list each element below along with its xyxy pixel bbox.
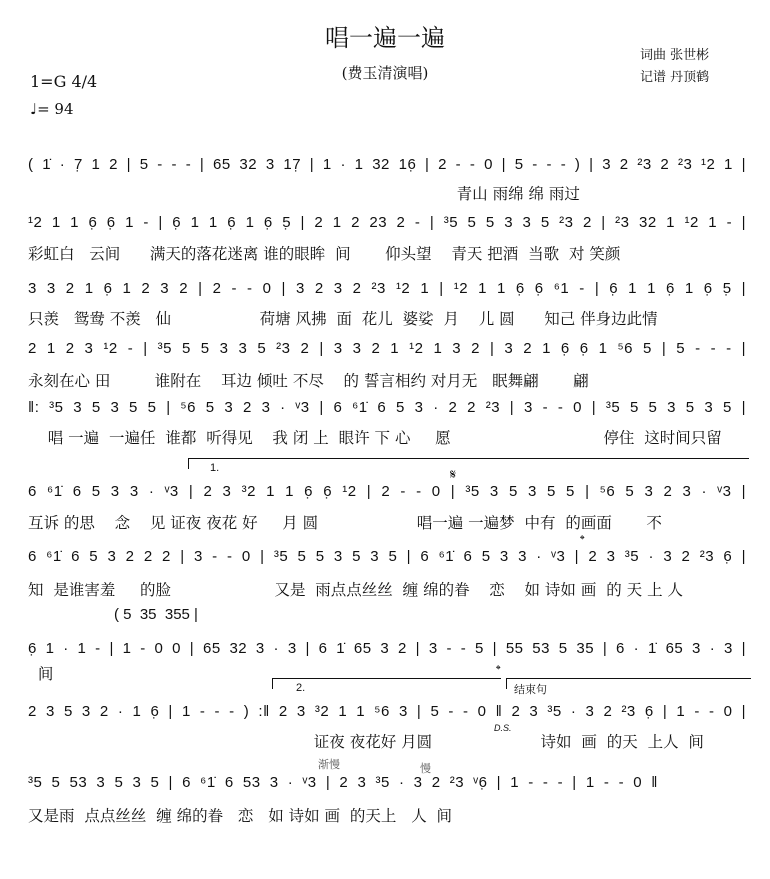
tempo: ♩= 94	[30, 100, 74, 118]
song-title: 唱一遍一遍	[325, 24, 445, 52]
lyrics-line-4: 永刻在心 田 谁附在 耳边 倾吐 不尽 的 誓言相约 对月无 眠舞翩 翩	[28, 372, 589, 390]
ritardando: 慢	[420, 763, 431, 775]
notation-line-4: 2 1 2 3 ¹2 - | ³5 5 5 3 3 5 ²3 2 | 3 3 2 1 ¹2 1 3 2 | 3 2 1 6̣ 6̣ 1 ⁵6 5 | 5 - - - |	[28, 340, 746, 357]
notation-line-8: 6̣ 1 · 1 - | 1 - 0 0 | 65 32 3 · 3 | 6 1̇ 65 3 2 | 3 - - 5 | 55 53 5 35 | 6 · 1̇ 65 3 · 3 |	[28, 640, 746, 657]
lyrics-line-8: 间	[28, 665, 54, 683]
coda-icon-2: 𝄌	[496, 662, 501, 677]
volta-1-label: 1.	[210, 462, 220, 474]
notation-line-5: ‖: ³5 3 5 3 5 5 | ⁵6 5 3 2 3 · ᵛ3 | 6 ⁶1̇ 6 5 3 · 2 2 ²3 | 3 - - 0 | ³5 5 5 3 5 3 5 |	[28, 399, 746, 416]
lyrics-line-7: 知 是谁害羞 的脸 又是 雨点点丝丝 缠 绵的眷 恋 如 诗如 画 的 天 上 人	[28, 581, 683, 599]
volta-bracket-1	[188, 458, 749, 469]
lyrics-line-5: 唱 一遍 一遍任 谁都 听得见 我 闭 上 眼许 下 心 愿 停住 这时间只留	[28, 429, 722, 447]
notation-line-2: ¹2 1 1 6̣ 6̣ 1 - | 6̣ 1 1 6̣ 1 6̣ 5̣ | 2 1 2 23 2 - | ³5 5 5 3 3 5 ²3 2 | ²3 32 1 ¹2 1 - |	[28, 214, 746, 231]
lyricist-composer: 词曲 张世彬	[640, 48, 710, 63]
interlude-pickup: ( 5 35 355 |	[114, 606, 198, 623]
lyrics-line-1: 青山 雨绵 绵 雨过	[28, 185, 580, 203]
notation-line-10: ³5 5 53 3 5 3 5 | 6 ⁶1̇ 6 53 3 · ᵛ3 | 2 3 ³5 · 3 2 ²3 ᵛ6̣ | 1 - - - | 1 - - 0 ‖	[28, 774, 658, 791]
notation-line-6: 6 ⁶1̇ 6 5 3 3 · ᵛ3 | 2 3 ³2 1 1 6̣ 6̣ ¹2 | 2 - - 0 | ³5 3 5 3 5 5 | ⁵6 5 3 2 3 · ᵛ3 |	[28, 483, 746, 500]
gradual-ritardando: 渐慢	[318, 759, 340, 771]
singer: (费玉清演唱)	[341, 64, 429, 82]
volta-2-label: 2.	[296, 682, 306, 694]
lyrics-line-6: 互诉 的思 念 见 证夜 夜花 好 月 圆 唱一遍 一遍梦 中有 的画面 不	[28, 514, 662, 532]
lyrics-line-2: 彩虹白 云间 满天的落花迷离 谁的眼眸 间 仰头望 青天 把酒 当歌 对 笑颜	[28, 245, 621, 263]
volta-bracket-2	[272, 678, 501, 689]
lyrics-line-9: 证夜 夜花好 月圆 诗如 画 的天 上人 间	[28, 733, 704, 751]
ending-label: 结束句	[514, 684, 547, 696]
coda-icon: 𝄌	[580, 532, 585, 547]
segno-icon: 𝄋	[450, 466, 457, 482]
key-time-signature: 1=G 4/4	[30, 72, 98, 91]
notation-line-1: ( 1̇ · 7̣ 1 2 | 5 - - - | 65 32 3 17̣ | 1 · 1 32 16̣ | 2 - - 0 | 5 - - - ) | 3 2 ²3 2 ²3 ¹2 1 |	[28, 156, 746, 173]
notation-line-3: 3 3 2 1 6̣ 1 2 3 2 | 2 - - 0 | 3 2 3 2 ²3 ¹2 1 | ¹2 1 1 6̣ 6̣ ⁶1 - | 6̣ 1 1 6̣ 1 6̣ 5̣ |	[28, 280, 746, 297]
dal-segno: D.S.	[494, 723, 512, 733]
notation-line-7: 6 ⁶1̇ 6 5 3 2 2 2 | 3 - - 0 | ³5 5 5 3 5 3 5 | 6 ⁶1̇ 6 5 3 3 · ᵛ3 | 2 3 ³5 · 3 2 ²3 6̣ |	[28, 548, 746, 565]
notation-line-9: 2 3 5 3 2 · 1 6̣ | 1 - - - ) :‖ 2 3 ³2 1 1 ⁵6 3 | 5 - - 0 ‖ 2 3 ³5 · 3 2 ²3 6̣ | 1 - - 0 |	[28, 703, 746, 720]
lyrics-line-3: 只羡 鸳鸯 不羡 仙 荷塘 风拂 面 花儿 婆娑 月 儿 圆 知己 伴身边此情	[28, 310, 658, 328]
lyrics-line-10: 又是雨 点点丝丝 缠 绵的眷 恋 如 诗如 画 的天上 人 间	[28, 807, 453, 825]
transcriber: 记谱 丹顶鹤	[640, 70, 710, 85]
